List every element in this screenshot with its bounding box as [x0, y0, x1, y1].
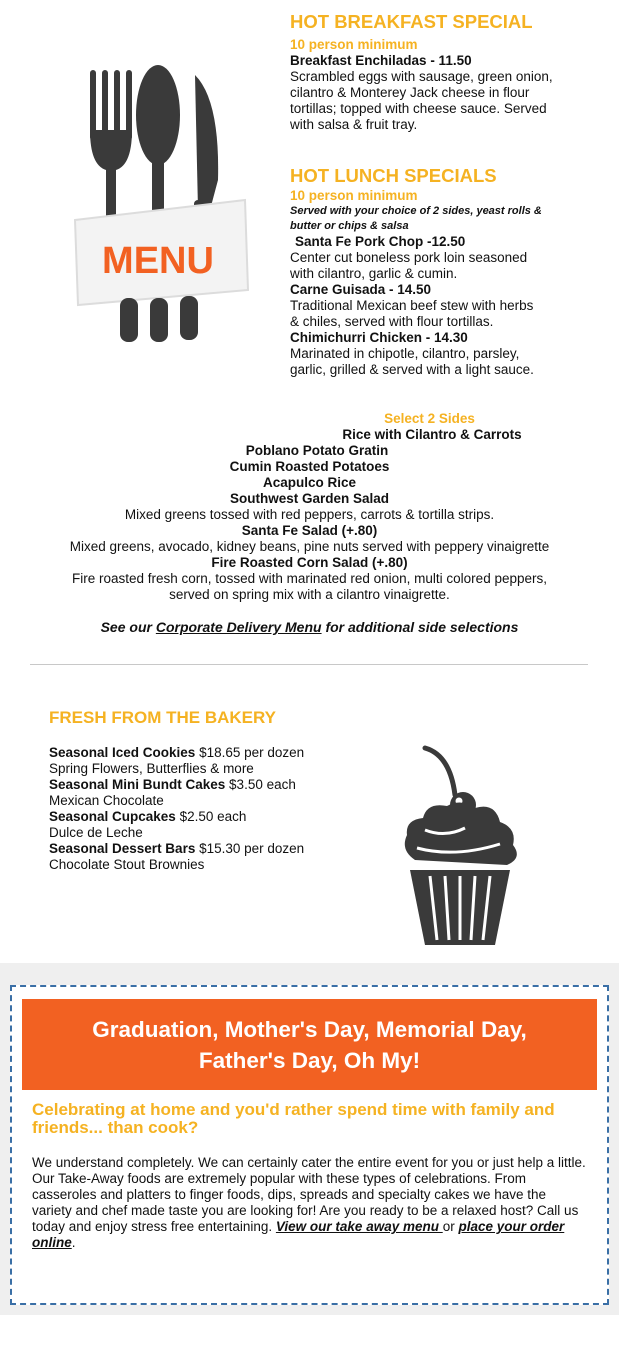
- promo-period: .: [71, 1235, 76, 1250]
- promo-body: [32, 1155, 587, 1251]
- menu-logo: [70, 60, 250, 350]
- bakery-item-name: Seasonal Iced Cookies: [49, 745, 196, 760]
- lunch-item-desc: Marinated in chipotle, cilantro, parsley, garlic, grilled & served with a light sauce.: [290, 346, 534, 377]
- fork-icon: [90, 70, 132, 220]
- menu-logo-label: MENU: [102, 240, 214, 282]
- side-item: Acapulco Rice: [262, 475, 357, 490]
- breakfast-item-desc: Scrambled eggs with sausage, green onion, cilantro & Monterey Jack cheese in flour tortillas; topped with cheese sauce. Served with salsa & fruit tray.: [290, 69, 553, 132]
- side-desc: served on spring mix with a cilantro vinaigrette.: [169, 587, 450, 602]
- lunch-minimum: 10 person minimum: [290, 188, 418, 203]
- bakery-item-desc: Mexican Chocolate: [49, 793, 164, 808]
- knife-icon: [194, 75, 218, 220]
- bakery-item: [49, 777, 389, 793]
- side-item: Santa Fe Salad (+.80): [241, 523, 378, 538]
- side-desc: Fire roasted fresh corn, tossed with marinated red onion, multi colored peppers,: [72, 571, 547, 586]
- side-desc: Mixed greens, avocado, kidney beans, pine nuts served with peppery vinaigrette: [69, 539, 550, 554]
- side-item: Poblano Potato Gratin: [245, 443, 389, 458]
- side-item: Cumin Roasted Potatoes: [229, 459, 390, 474]
- breakfast-minimum: 10 person minimum: [290, 37, 418, 52]
- cupcake-icon: [395, 740, 525, 950]
- bakery-item-price: $3.50 each: [225, 777, 296, 792]
- section-divider: [30, 664, 588, 665]
- side-desc: Mixed greens tossed with red peppers, carrots & tortilla strips.: [124, 507, 495, 522]
- lunch-note: Served with your choice of 2 sides, yeast rolls & butter or chips & salsa: [290, 205, 542, 232]
- promo-body-text: We understand completely. We can certainly cater the entire event for you or just help a little. Our Take-Away foods are extremely popular with these types of celebrations. From casseroles and platters to finger foods, dips, spreads and specialty cakes we have the variety and chef made taste you are looking for! Are you ready to be a relaxed host? Call us today and enjoy stress free entertaining.: [32, 1155, 586, 1234]
- promo-subtitle: Celebrating at home and you'd rather spend time with family and friends... than cook?: [32, 1100, 555, 1137]
- sides-title: Select 2 Sides: [384, 411, 475, 426]
- bakery-item-name: Seasonal Mini Bundt Cakes: [49, 777, 226, 792]
- take-away-menu-link[interactable]: View our take away menu: [275, 1219, 443, 1234]
- promo-or: or: [442, 1219, 459, 1234]
- breakfast-item-name: Breakfast Enchiladas - 11.50: [290, 53, 472, 68]
- sides-section: [0, 411, 619, 635]
- bakery-title: FRESH FROM THE BAKERY: [49, 708, 276, 727]
- side-item: Fire Roasted Corn Salad (+.80): [211, 555, 408, 570]
- side-item: Southwest Garden Salad: [229, 491, 390, 506]
- bakery-item-name: Seasonal Cupcakes: [49, 809, 176, 824]
- lunch-title: HOT LUNCH SPECIALS: [290, 165, 497, 186]
- see-more-line: [0, 619, 619, 635]
- lunch-item-desc: Traditional Mexican beef stew with herbs & chiles, served with flour tortillas.: [290, 298, 534, 329]
- lunch-item-name: Chimichurri Chicken - 14.30: [290, 330, 468, 345]
- spoon-icon: [136, 65, 180, 230]
- bakery-item: [49, 745, 389, 761]
- see-more-prefix: See our: [100, 619, 156, 635]
- promo-banner: [22, 999, 597, 1090]
- bakery-list: [49, 745, 389, 873]
- bakery-item: [49, 841, 389, 857]
- specials-column: [290, 10, 610, 378]
- promo-banner-line: Graduation, Mother's Day, Memorial Day,: [92, 1017, 527, 1042]
- breakfast-title: HOT BREAKFAST SPECIAL: [290, 11, 533, 32]
- side-item: Rice with Cilantro & Carrots: [342, 427, 522, 442]
- bakery-item-price: $18.65 per dozen: [195, 745, 305, 760]
- bakery-item-desc: Dulce de Leche: [49, 825, 143, 840]
- promo-banner-line: Father's Day, Oh My!: [198, 1048, 421, 1073]
- lunch-item-desc: Center cut boneless pork loin seasoned with cilantro, garlic & cumin.: [290, 250, 528, 281]
- corporate-delivery-menu-link[interactable]: Corporate Delivery Menu: [155, 619, 322, 635]
- lunch-item-name: Carne Guisada - 14.50: [290, 282, 432, 297]
- bakery-item-price: $2.50 each: [175, 809, 247, 824]
- lunch-item-name: Santa Fe Pork Chop -12.50: [295, 234, 466, 249]
- bakery-item-price: $15.30 per dozen: [195, 841, 305, 856]
- bakery-item: [49, 809, 389, 825]
- order-online-link[interactable]: place your order online: [32, 1219, 565, 1250]
- bakery-item-desc: Chocolate Stout Brownies: [49, 857, 205, 872]
- bakery-item-desc: Spring Flowers, Butterflies & more: [49, 761, 254, 776]
- see-more-suffix: for additional side selections: [321, 619, 519, 635]
- bakery-item-name: Seasonal Dessert Bars: [49, 841, 196, 856]
